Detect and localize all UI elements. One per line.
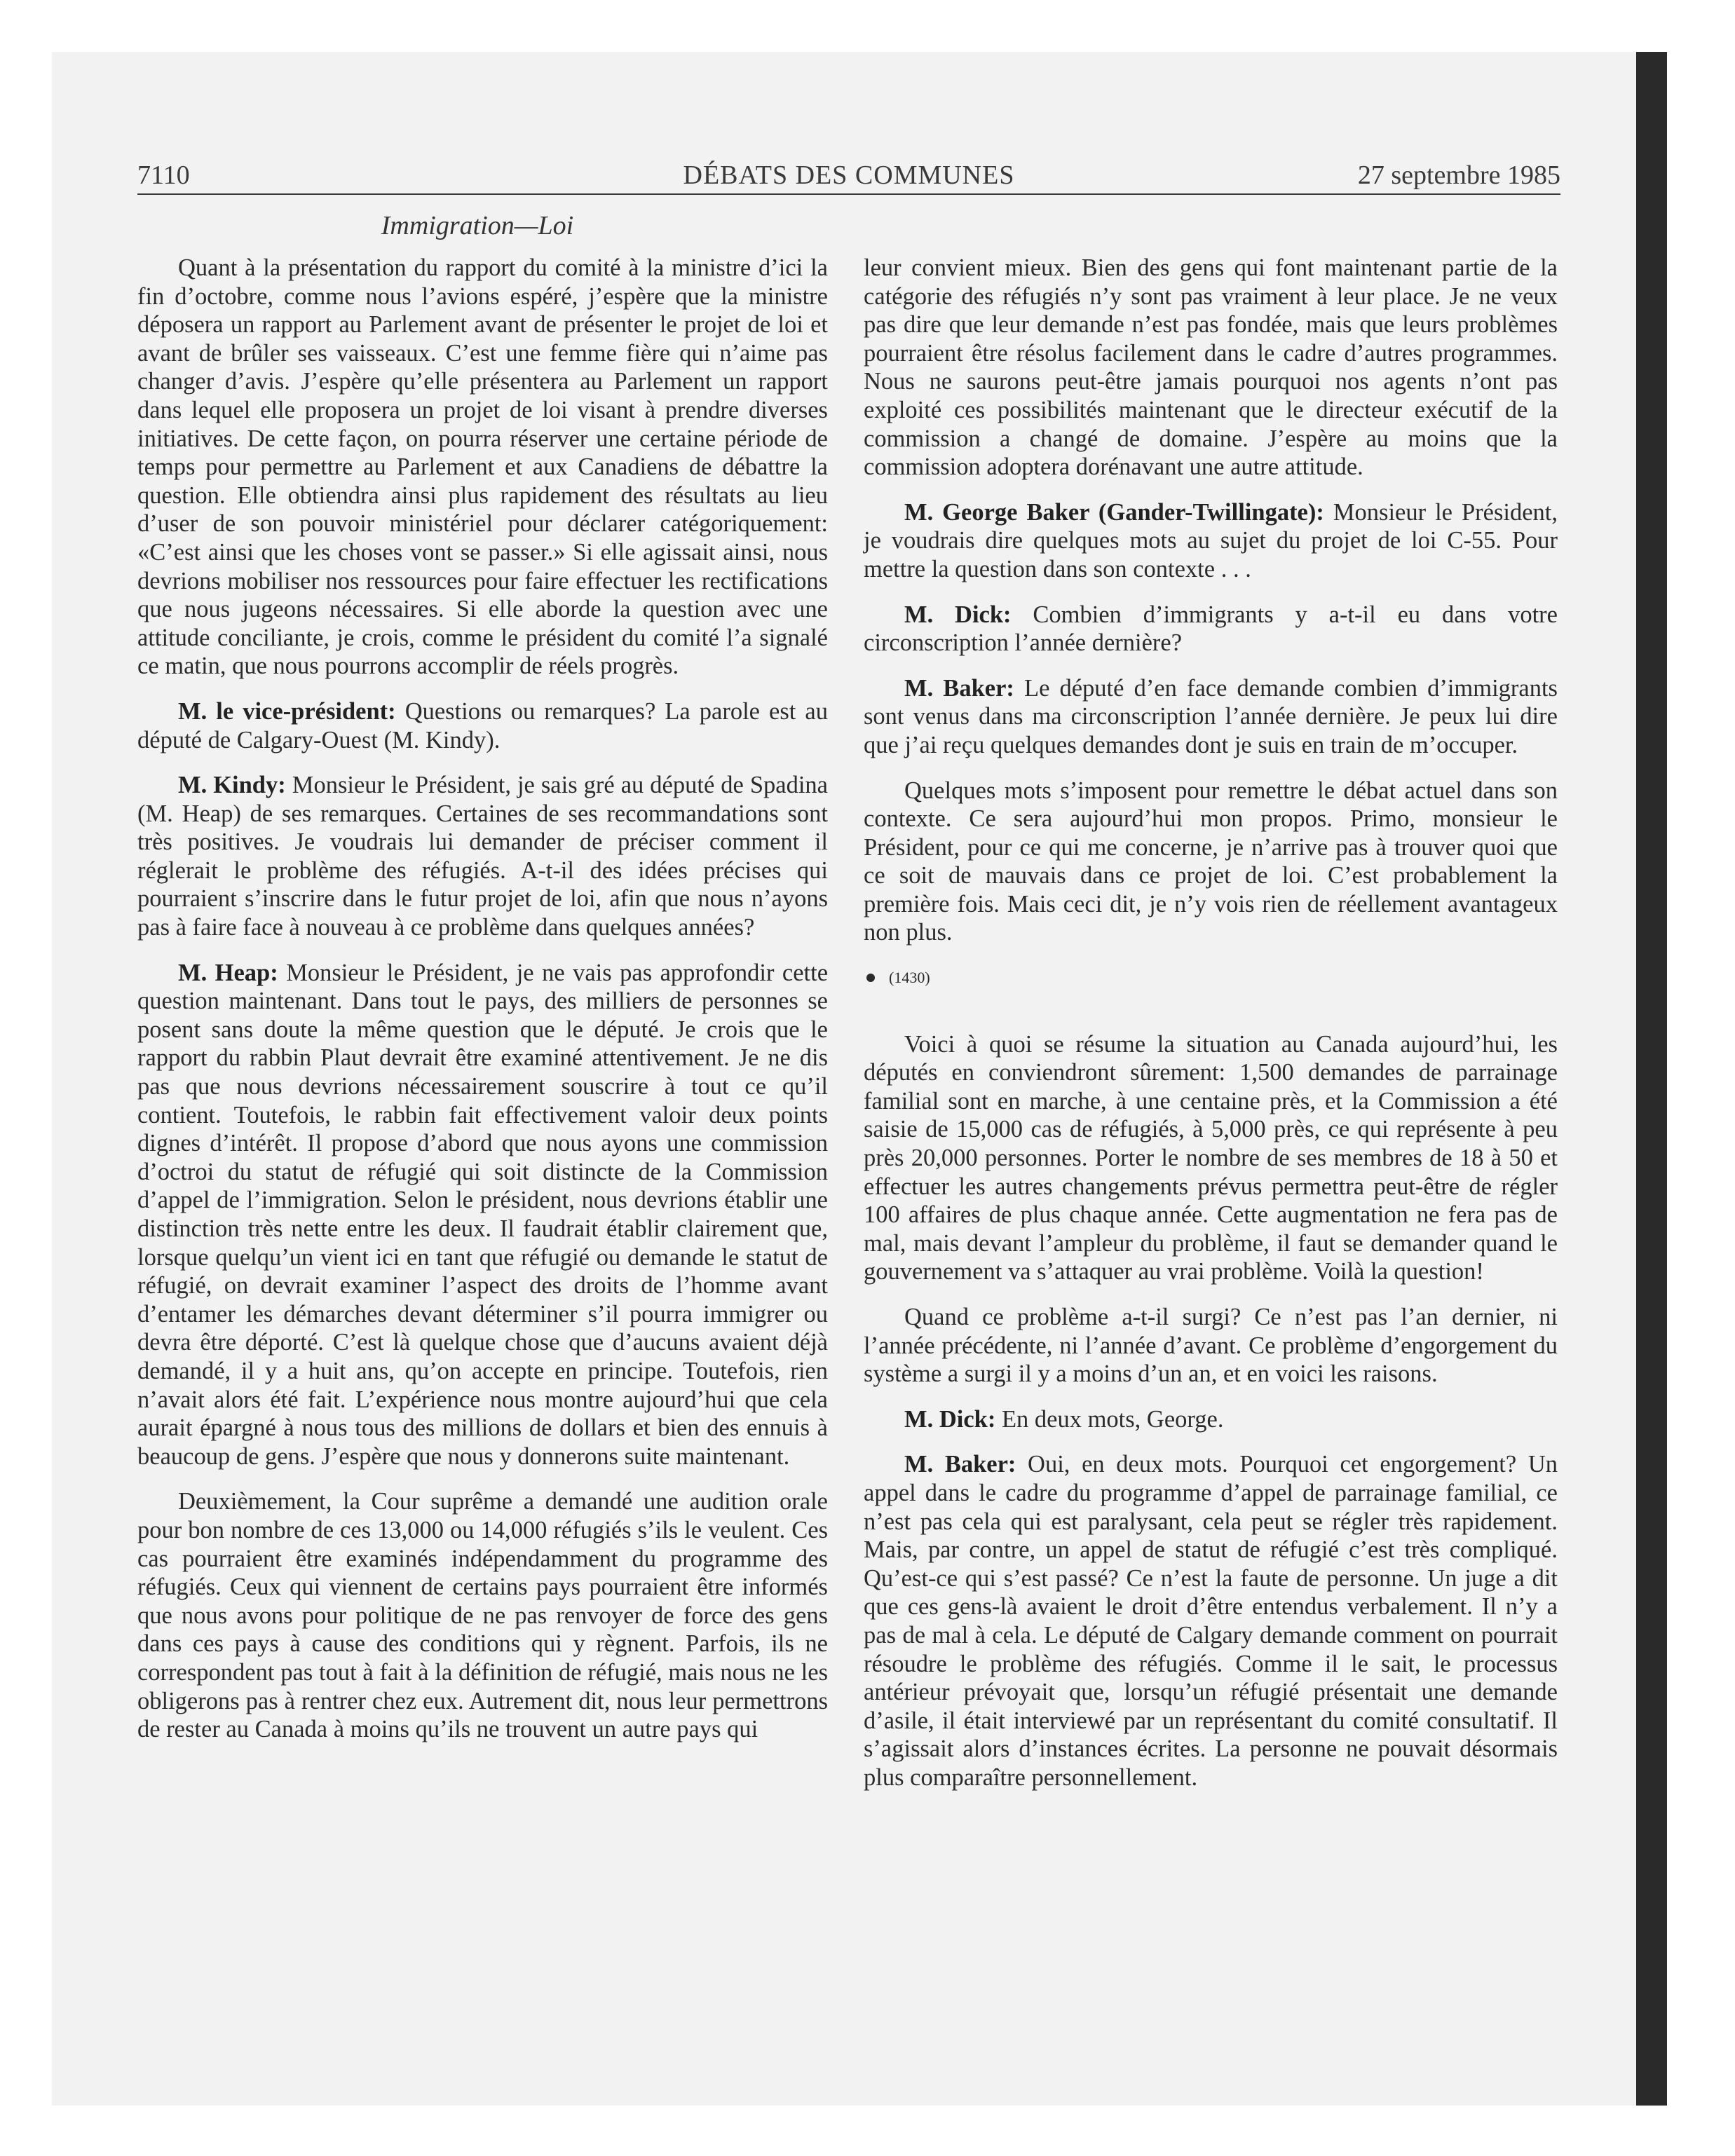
speaker-name: M. Baker: [904, 674, 1014, 702]
paragraph-text: Quant à la présentation du rapport du comité à la ministre d’ici la fin d’octobre, comme nous l’avions espéré, j’espère que la ministre déposera un rapport au Parlement avant de présenter le projet de loi et avant de brûler ses vaisseaux. C’est une femme fière qui n’aime pas changer d’avis. J’espère qu’elle présentera au Parlement un rapport dans lequel elle proposera un projet de loi visant à prendre diverses initiatives. De cette façon, on pourra réserver une certaine période de temps pour permettre au Parlement et aux Canadiens de débattre la question. Elle obtiendra ainsi plus rapidement des résultats au lieu d’user de son pouvoir ministériel pour déclarer catégoriquement: «C’est ainsi que les choses vont se passer.» Si elle agissait ainsi, nous devrions mobiliser nos ressources pour faire effectuer les rectifications que nous jugeons nécessaires. Si elle aborde la question avec une attitude conciliante, je crois, comme le président du comité l’a signalé ce matin, que nous pourrons accomplir de réels progrès. [137, 254, 828, 680]
paragraph-text: Combien d’immigrants y a-t-il eu dans votre circonscription l’année dernière? [864, 601, 1558, 657]
bullet-dot-icon [866, 974, 875, 982]
paragraph-text: Monsieur le Président, je voudrais dire quelques mots au sujet du projet de loi C-55. Pour mettre la question dans son contexte . . . [864, 498, 1558, 582]
paragraph-text: Quand ce problème a-t-il surgi? Ce n’est pas l’an dernier, ni l’année précédente, ni l’année d’avant. Ce problème d’engorgement du système a surgi il y a moins d’un an, et en voici les raisons. [864, 1304, 1558, 1388]
time-marker [864, 964, 1558, 992]
time-marker-text: (1430) [889, 969, 930, 987]
right-column [864, 254, 1558, 1809]
speaker-name: M. George Baker (Gander-Twillingate): [904, 498, 1324, 526]
speaker-name: M. Baker: [904, 1451, 1016, 1478]
paragraph-text: Deuxièmement, la Cour suprême a demandé une audition orale pour bon nombre de ces 13,000 ou 14,000 réfugiés s’ils le veulent. Ces cas pourraient être examinés indépendamment du programme des réfugiés. Ceux qui viennent de certains pays pourraient être informés que nous avons pour politique de ne pas renvoyer de force des gens dans ces pays à cause des conditions qui y règnent. Parfois, ils ne correspondent pas tout à fait à la définition de réfugié, mais nous ne les obligerons pas à rentrer chez eux. Autrement dit, nous leur permettrons de rester au Canada à moins qu’ils ne trouvent un autre pays qui [137, 1488, 828, 1743]
paragraph-text: Le député d’en face demande combien d’immigrants sont venus dans ma circonscription l’année dernière. Je peux lui dire que j’ai reçu quelques demandes dont je suis en train de m’occuper. [864, 674, 1558, 758]
paragraph-text: Questions ou remarques? La parole est au député de Calgary-Ouest (M. Kindy). [137, 697, 828, 753]
paragraph [864, 674, 1558, 760]
paragraph [864, 1030, 1558, 1286]
speaker-name: M. Heap: [178, 959, 278, 986]
paragraph-text: Voici à quoi se résume la situation au Canada aujourd’hui, les députés en conviendront sûrement: 1,500 demandes de parrainage familial sont en marche, à une centaine près, et la Commission a été saisie de 15,000 cas de réfugiés, à 5,000 près, ce qui représente à peu près 20,000 personnes. Porter le nombre de ses membres de 18 à 50 et effectuer les autres changements prévus permettra peut-être de régler 100 affaires de plus chaque année. Cette augmentation ne fera pas de mal, mais devant l’ampleur du problème, il faut se demander quand le gouvernement va s’attaquer au vrai problème. Voilà la question! [864, 1030, 1558, 1285]
paragraph [137, 771, 828, 942]
scan-edge-bar [1636, 52, 1667, 2106]
section-title: Immigration—Loi [381, 211, 574, 240]
paragraph [864, 498, 1558, 584]
paragraph [137, 697, 828, 754]
paragraph [864, 777, 1558, 948]
paragraph-text: Monsieur le Président, je sais gré au député de Spadina (M. Heap) de ses remarques. Certaines de ses recommandations sont très positives. Je voudrais lui demander de préciser comment il réglerait le problème des réfugiés. A-t-il des idées précises qui pourraient s’inscrire dans le futur projet de loi, afin que nous n’ayons pas à faire face à nouveau à ce problème dans quelques années? [137, 772, 828, 941]
paragraph [864, 1405, 1558, 1434]
header-rule [137, 193, 1560, 195]
paragraph [864, 254, 1558, 482]
paragraph [864, 601, 1558, 657]
paragraph [864, 1303, 1558, 1389]
paragraph [137, 1487, 828, 1743]
page-number: 7110 [137, 161, 190, 190]
paragraph-text: leur convient mieux. Bien des gens qui font maintenant partie de la catégorie des réfugiés n’y sont pas vraiment à leur place. Je ne veux pas dire que leur demande n’est pas fondée, mais que leurs problèmes pourraient être résolus facilement dans le cadre d’autres programmes. Nous ne saurons peut-être jamais pourquoi nos agents n’ont pas exploité ces possibilités maintenant que le directeur exécutif de la commission a changé de domaine. J’espère au moins que la commission adoptera dorénavant une autre attitude. [864, 254, 1558, 481]
speaker-name: M. Dick: [904, 1405, 996, 1433]
paragraph [137, 254, 828, 681]
header-date: 27 septembre 1985 [1357, 161, 1560, 190]
speaker-name: M. Kindy: [178, 772, 286, 799]
paragraph-text: Quelques mots s’imposent pour remettre le débat actuel dans son contexte. Ce sera aujourd’hui mon propos. Primo, monsieur le Président, pour ce qui me concerne, je n’arrive pas à trouver quoi que ce soit de mauvais dans ce projet de loi. C’est probablement la première fois. Mais ceci dit, je n’y vois rien de réellement avantageux non plus. [864, 777, 1558, 946]
speaker-name: M. le vice-président: [178, 697, 396, 725]
paragraph [137, 959, 828, 1471]
paragraph-text: En deux mots, George. [995, 1405, 1224, 1433]
left-column [137, 254, 828, 1761]
speaker-name: M. Dick: [904, 601, 1012, 628]
paragraph-text: Monsieur le Président, je ne vais pas approfondir cette question maintenant. Dans tout le pays, des milliers de personnes se posent sans doute la même question que le député. Je crois que le rapport du rabbin Plaut devrait être examiné attentivement. Je ne dis pas que nous devrions nécessairement souscrire à tout ce qu’il contient. Toutefois, le rabbin fait effectivement valoir deux points dignes d’intérêt. Il propose d’abord que nous ayons une commission d’octroi du statut de réfugié qui soit distincte de la Commission d’appel de l’immigration. Selon le président, nous devrions établir une distinction très nette entre les deux. Il faudrait établir clairement que, lorsque quelqu’un vient ici en tant que réfugié ou demande le statut de réfugié, on devrait examiner l’aspect des droits de l’homme avant d’entamer les démarches devant déterminer s’il pourra immigrer ou devra être déporté. C’est là quelque chose que d’aucuns avaient déjà demandé, il y a huit ans, qu’on accepte en principe. Toutefois, rien n’avait alors été fait. L’expérience nous montre aujourd’hui que cela aurait épargné à nous tous des millions de dollars et bien des ennuis à beaucoup de gens. J’espère que nous y donnerons suite maintenant. [137, 959, 829, 1470]
running-header [137, 160, 1560, 196]
paragraph [864, 1450, 1558, 1792]
paragraph-text: Oui, en deux mots. Pourquoi cet engorgement? Un appel dans le cadre du programme d’appel de parrainage familial, ce n’est pas cela qui est paralysant, cela peut se régler très rapidement. Mais, par contre, un appel de statut de réfugié c’est très compliqué. Qu’est-ce qui s’est passé? Ce n’est la faute de personne. Un juge a dit que ces gens-là avaient le droit d’être entendus verbalement. Il n’y a pas de mal à cela. Le député de Calgary demande comment on pourrait résoudre le problème des réfugiés. Comme il le sait, le processus antérieur prévoyait que, lorsqu’un réfugié présentait une demande d’asile, il était interviewé par un représentant du comité consultatif. Il s’agissait alors d’instances écrites. La personne ne pouvait désormais plus comparaître personnellement. [864, 1451, 1558, 1791]
publication-title: DÉBATS DES COMMUNES [683, 161, 1015, 190]
